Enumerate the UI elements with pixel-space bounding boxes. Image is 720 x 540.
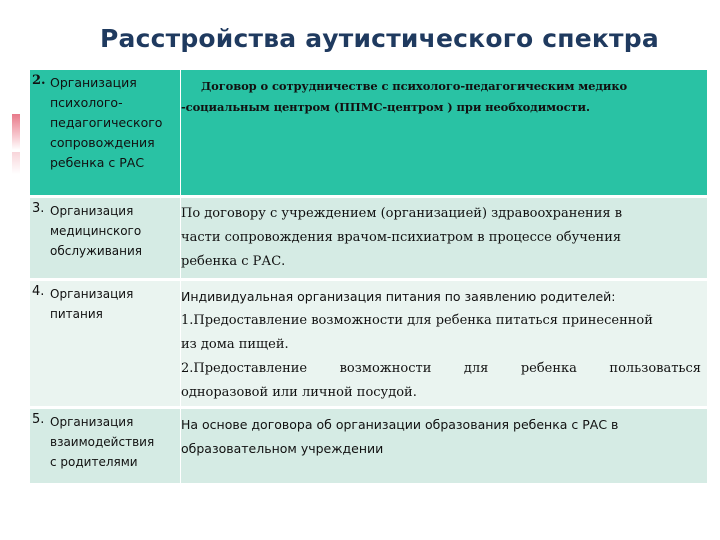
row-label-cell	[48, 280, 181, 408]
row-label-cell	[48, 408, 181, 484]
row-description-justified-line	[181, 357, 703, 381]
row-description-line: По договору с учреждением (организацией) здравоохранения в	[181, 206, 623, 221]
row-description-line: из дома пищей.	[181, 337, 289, 352]
row-label-line: Организация	[50, 204, 134, 218]
row-description-cell	[181, 408, 708, 484]
row-description-cell	[181, 197, 708, 280]
row-description-line: одноразовой или личной посудой.	[181, 385, 417, 400]
row-label-line: Организация	[50, 75, 137, 90]
row-label-line: ребенка с РАС	[50, 155, 145, 170]
row-description-line: ребенка с РАС.	[181, 254, 286, 269]
row-label-line: обслуживания	[50, 244, 143, 258]
word: для	[463, 361, 489, 376]
row-label	[48, 409, 180, 472]
row-number: 3.	[32, 201, 45, 216]
row-number-cell	[30, 408, 48, 484]
row-label-line: с родителями	[50, 455, 138, 469]
decorative-pink-bar	[12, 152, 20, 174]
row-description-line: 1.Предоставление возможности для ребенка питаться принесенной	[181, 313, 653, 328]
row-number-cell	[30, 280, 48, 408]
row-label	[48, 198, 180, 261]
row-label-line: питания	[50, 307, 103, 321]
row-label	[48, 70, 180, 173]
row-label-cell	[48, 197, 181, 280]
row-description-line: На основе договора об организации образования ребенка с РАС в	[181, 417, 619, 432]
row-description-line: -социальным центром (ППМС-центром ) при необходимости.	[181, 100, 590, 114]
table-row	[30, 197, 707, 280]
row-label-line: взаимодействия	[50, 435, 155, 449]
row-number: 5.	[32, 412, 45, 427]
row-number-cell	[30, 70, 48, 197]
row-label-line: медицинского	[50, 224, 142, 238]
row-description	[181, 281, 707, 405]
row-description-line: Договор о сотрудничестве с психолого-педагогическим медико	[201, 79, 628, 93]
row-label-line: сопровождения	[50, 135, 155, 150]
row-label-line: психолого-	[50, 95, 123, 110]
row-number: 4.	[32, 284, 45, 299]
decorative-red-bar	[12, 114, 20, 150]
row-description-intro: Индивидуальная организация питания по заявлению родителей:	[181, 289, 616, 304]
row-description-cell	[181, 280, 708, 408]
row-description	[181, 198, 707, 274]
word: возможности	[339, 361, 432, 376]
row-description-cell	[181, 70, 708, 197]
row-label	[48, 281, 180, 324]
row-number: 2.	[32, 73, 46, 88]
word: 2.Предоставление	[181, 361, 308, 376]
page-title: Расстройства аутистического спектра	[100, 24, 659, 53]
row-label-line: педагогического	[50, 115, 163, 130]
table-row	[30, 408, 707, 484]
table-row	[30, 280, 707, 408]
row-description	[181, 409, 707, 461]
word: пользоваться	[609, 361, 701, 376]
row-number-cell	[30, 197, 48, 280]
row-description-line: образовательном учреждении	[181, 441, 384, 456]
row-description-line: части сопровождения врачом-психиатром в процессе обучения	[181, 230, 622, 245]
row-description	[181, 70, 707, 118]
word: ребенка	[520, 361, 577, 376]
row-label-cell	[48, 70, 181, 197]
row-label-line: Организация	[50, 287, 134, 301]
requirements-table	[30, 70, 707, 483]
row-label-line: Организация	[50, 415, 134, 429]
table-row	[30, 70, 707, 197]
